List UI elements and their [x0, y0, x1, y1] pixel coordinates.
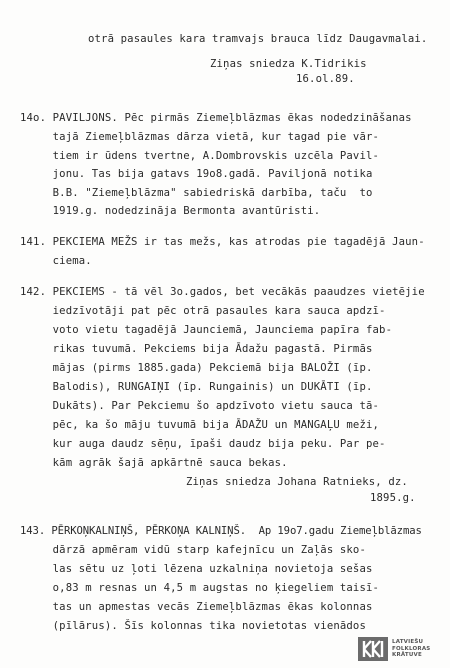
entry-year: 1895.g. [370, 492, 416, 504]
entry-line: rikas tuvumā. Pekciems bija Ādažu pagastā. Pirmās [20, 343, 373, 355]
entry-line: dārzā apmēram vidū starp kafejnīcu un Zaļās sko- [20, 544, 366, 556]
entry-line: iedzīvotāji pat pēc otrā pasaules kara sauca apdzī- [20, 305, 386, 317]
entry-line: mājas (pirms 1885.gada) Pekciemā bija BALOŽI (īp. [20, 362, 373, 374]
entry-line: las sētu uz ļoti lēzena uzkalniņa novietoja sešas [20, 563, 373, 575]
archive-logo-text [392, 639, 430, 659]
logo-text-line: KRĀTUVE [392, 652, 422, 659]
entry-line: ciema. [20, 255, 92, 267]
intro-date: 16.ol.89. [296, 73, 355, 85]
entry-line: o,83 m resnas un 4,5 m augstas no ķiegeliem taisī- [20, 582, 380, 594]
entry-line: 142. PEKCIEMS - tā vēl 3o.gados, bet vecākās paaudzes vietējie [20, 286, 425, 298]
archive-logo-icon [358, 637, 388, 661]
entry-line: 14o. PAVILJONS. Pēc pirmās Ziemeļblāzmas ēkas nodedzināšanas [20, 112, 412, 124]
logo-text-line: FOLKLORAS [392, 645, 431, 652]
entry-line: tajā Ziemeļblāzmas dārza vietā, kur tagad pie vār- [20, 131, 380, 143]
entry-line: 143. PĒRKOŅKALNIŅŠ, PĒRKOŅA KALNIŅŠ. Ap 19o7.gadu Ziemeļblāzmas [20, 525, 422, 537]
entry-line: tas un apmestas vecās Ziemeļblāzmas ēkas kolonnas [20, 601, 373, 613]
entry-line: (pīlārus). Šīs kolonnas tika novietotas vienādos [20, 620, 366, 632]
entry-line: kām agrāk šajā apkārtnē sauca bekas. [20, 457, 288, 469]
entry-line: kur auga daudz sēņu, īpaši daudz bija peku. Par pe- [20, 438, 386, 450]
entry-source: Ziņas sniedza Johana Ratnieks, dz. [186, 476, 408, 488]
archive-logo [358, 636, 444, 662]
entry-line: jonu. Tas bija gatavs 19o8.gadā. Paviljonā notika [20, 168, 373, 180]
entry-line: voto vietu tagadējā Jaunciemā, Jaunciema papīra fab- [20, 324, 393, 336]
entry-line: Balodis), RUNGAIŅI (īp. Rungainis) un DUKĀTI (īp. [20, 381, 373, 393]
entry-line: tiem ir ūdens tvertne, A.Dombrovskis uzcēla Pavil- [20, 150, 380, 162]
entry-line: Dukāts). Par Pekciemu šo apdzīvoto vietu sauca tā- [20, 400, 380, 412]
entry-line: B.B. "Ziemeļblāzma" sabiedriskā darbība, taču to [20, 187, 373, 199]
intro-source: Ziņas sniedza K.Tidrikis [210, 58, 367, 70]
intro-line: otrā pasaules kara tramvajs brauca līdz Daugavmalai. [88, 33, 428, 45]
entry-line: 141. PEKCIEMA MEŽS ir tas mežs, kas atrodas pie tagadējā Jaun- [20, 236, 425, 248]
entry-line: pēc, ka šo māju tuvumā bija ĀDAŽU un MANGAĻU meži, [20, 419, 380, 431]
entry-line: 1919.g. nodedzināja Bermonta avantūristi. [20, 205, 321, 217]
logo-text-line: LATVIEŠU [392, 639, 424, 646]
